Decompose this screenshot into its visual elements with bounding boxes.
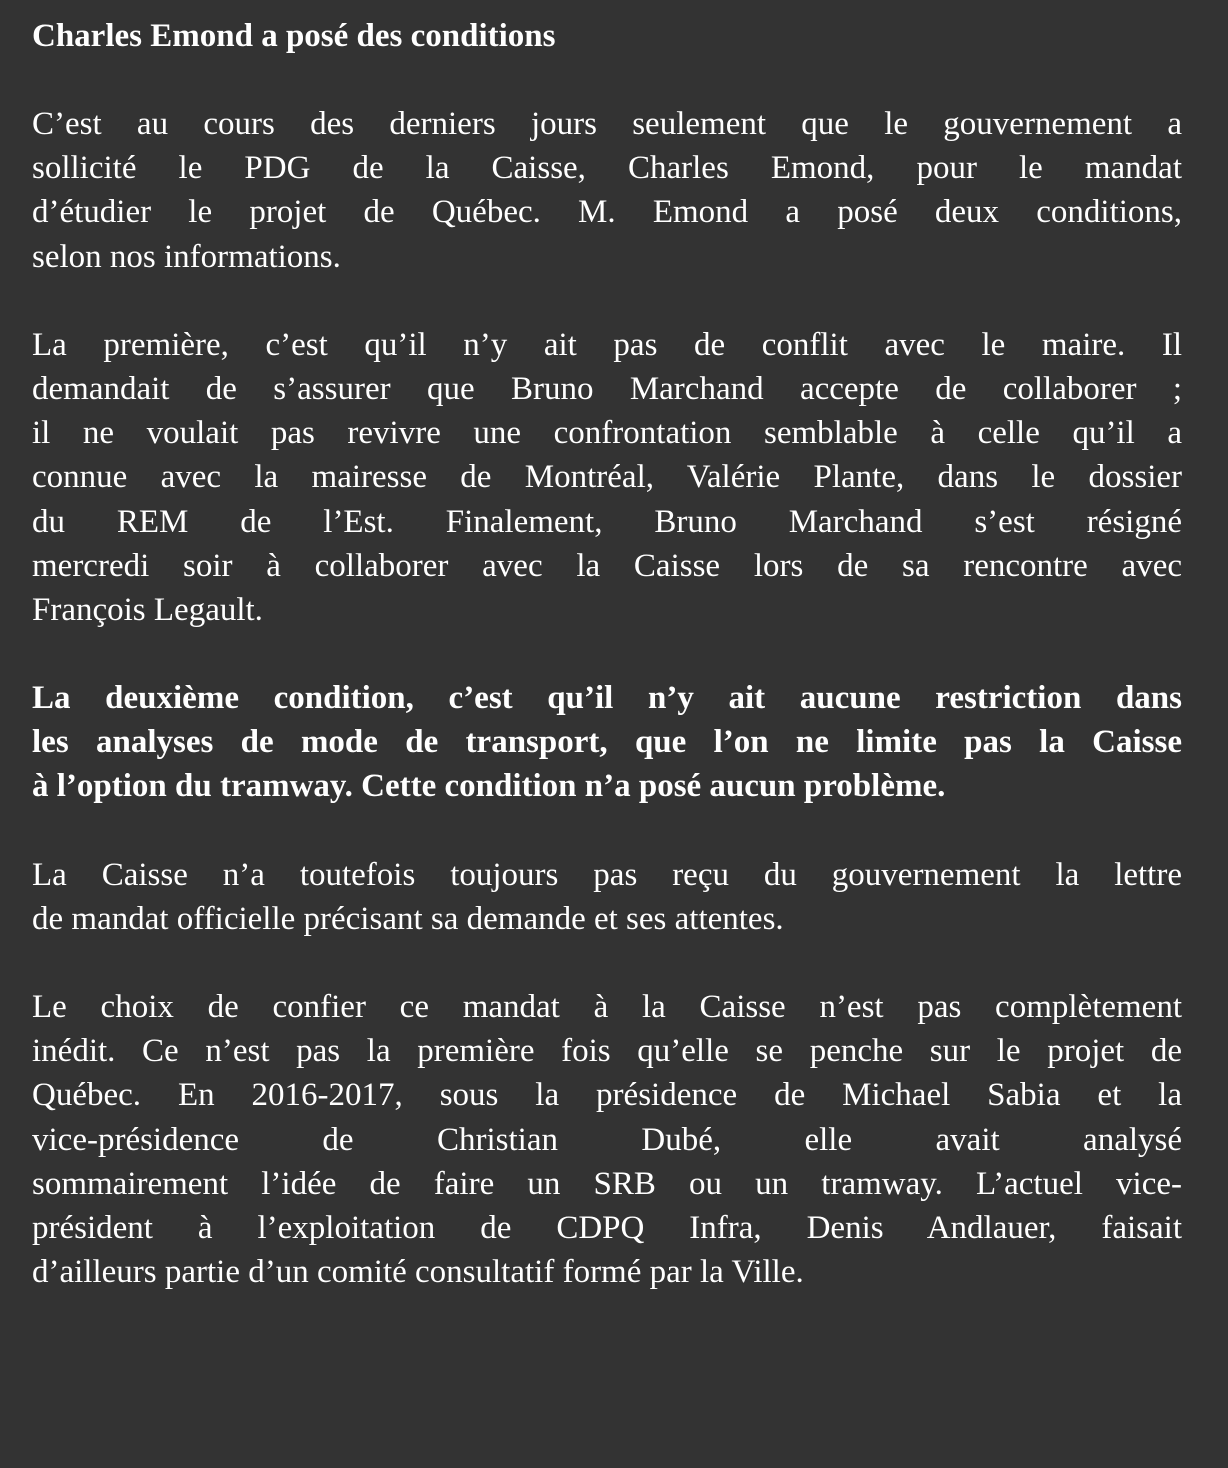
text-line: François Legault. <box>32 591 263 628</box>
text-line: sommairement l’idée de faire un SRB ou un tramway. L’actuel vice- <box>32 1165 1182 1202</box>
paragraph-2 <box>32 323 1182 632</box>
text-line: il ne voulait pas revivre une confrontation semblable à celle qu’il a <box>32 415 1182 452</box>
text-line: sollicité le PDG de la Caisse, Charles Emond, pour le mandat <box>32 150 1182 187</box>
paragraph-3-emphasis <box>32 676 1182 809</box>
text-line: selon nos informations. <box>32 238 341 275</box>
paragraph-5 <box>32 985 1182 1294</box>
text-line: de mandat officielle précisant sa demande et ses attentes. <box>32 900 784 937</box>
text-line: C’est au cours des derniers jours seulement que le gouvernement a <box>32 106 1182 142</box>
text-line: La Caisse n’a toutefois toujours pas reçu du gouvernement la lettre <box>32 856 1182 893</box>
text-line: d’ailleurs partie d’un comité consultatif formé par la Ville. <box>32 1254 804 1291</box>
text-line: connue avec la mairesse de Montréal, Valérie Plante, dans le dossier <box>32 459 1182 496</box>
paragraph-1 <box>32 102 1182 279</box>
text-line: d’étudier le projet de Québec. M. Emond a posé deux conditions, <box>32 194 1182 231</box>
text-line: vice-présidence de Christian Dubé, elle avait analysé <box>32 1121 1182 1158</box>
text-line: inédit. Ce n’est pas la première fois qu’elle se penche sur le projet de <box>32 1033 1182 1070</box>
text-line: La première, c’est qu’il n’y ait pas de conflit avec le maire. Il <box>32 326 1182 363</box>
text-line: président à l’exploitation de CDPQ Infra, Denis Andlauer, faisait <box>32 1209 1182 1246</box>
article <box>32 14 1182 1338</box>
text-line: mercredi soir à collaborer avec la Caisse lors de sa rencontre avec <box>32 547 1182 584</box>
text-line: à l’option du tramway. Cette condition n’a posé aucun problème. <box>32 768 946 805</box>
section-heading: Charles Emond a posé des conditions <box>32 18 556 54</box>
text-line: les analyses de mode de transport, que l’on ne limite pas la Caisse <box>32 724 1182 761</box>
text-line: Le choix de confier ce mandat à la Caisse n’est pas complètement <box>32 989 1182 1025</box>
text-line: La deuxième condition, c’est qu’il n’y ait aucune restriction dans <box>32 680 1182 717</box>
text-line: demandait de s’assurer que Bruno Marchand accepte de collaborer ; <box>32 370 1182 407</box>
paragraph-4 <box>32 853 1182 941</box>
text-line: Québec. En 2016-2017, sous la présidence de Michael Sabia et la <box>32 1077 1182 1114</box>
text-line: du REM de l’Est. Finalement, Bruno Marchand s’est résigné <box>32 503 1182 540</box>
